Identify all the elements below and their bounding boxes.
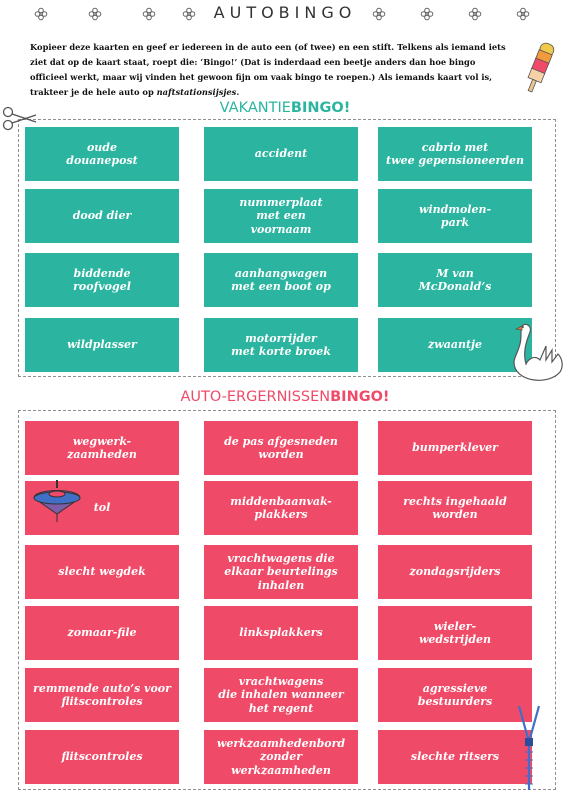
bingo-card[interactable]: wildplasser (25, 318, 179, 372)
bingo-card[interactable]: slecht wegdek (25, 545, 179, 599)
bingo-card[interactable]: agressieve bestuurders (378, 668, 532, 722)
bingo-card[interactable]: werkzaamhedenbord zonder werkzaamheden (204, 730, 358, 784)
spinning-top-icon (30, 478, 84, 528)
flower-icon (516, 6, 530, 20)
bingo-card[interactable]: rechts ingehaald worden (378, 481, 532, 535)
intro-text-end: . (236, 87, 240, 97)
bingo-card[interactable]: biddende roofvogel (25, 253, 179, 307)
bingo-card[interactable]: zomaar-file (25, 606, 179, 660)
flower-icon (420, 6, 434, 20)
intro-text (30, 40, 515, 100)
bingo-card[interactable]: windmolen- park (378, 189, 532, 243)
bingo-card[interactable]: vrachtwagens die inhalen wanneer het regent (204, 668, 358, 722)
bingo-card[interactable]: linksplakkers (204, 606, 358, 660)
intro-text-emphasis: naftstationsijsjes (156, 87, 237, 97)
flower-icon (372, 6, 386, 20)
bingo-card[interactable]: cabrio met twee gepensioneerden (378, 127, 532, 181)
popsicle-icon (520, 40, 558, 98)
zipper-icon (514, 702, 544, 796)
bingo-card[interactable]: vrachtwagens die elkaar beurtelings inhalen (204, 545, 358, 599)
ergernissen-title-suffix: BINGO! (330, 389, 390, 405)
vakantie-bingo-title (0, 100, 570, 116)
bingo-card[interactable]: tol (25, 481, 179, 535)
vakantie-title-prefix: VAKANTIE (219, 100, 291, 116)
bingo-card[interactable]: nummerplaat met een voornaam (204, 189, 358, 243)
bingo-card[interactable]: wegwerk- zaamheden (25, 421, 179, 475)
ergernissen-bingo-title (0, 389, 570, 405)
bingo-card[interactable]: M van McDonald’s (378, 253, 532, 307)
bingo-card[interactable]: oude douanepost (25, 127, 179, 181)
page-title: AUTOBINGO (213, 3, 357, 22)
bingo-card[interactable]: zondagsrijders (378, 545, 532, 599)
bingo-card[interactable]: aanhangwagen met een boot op (204, 253, 358, 307)
bingo-card[interactable]: motorrijder met korte broek (204, 318, 358, 372)
bingo-card[interactable]: zwaantje (378, 318, 532, 372)
bingo-card[interactable]: flitscontroles (25, 730, 179, 784)
bingo-card[interactable]: accident (204, 127, 358, 181)
vakantie-title-suffix: BINGO! (290, 100, 351, 116)
bingo-card[interactable]: slechte ritsers (378, 730, 532, 784)
intro-text-main: Kopieer deze kaarten en geef er iedereen in de auto een (of twee) en een stift. Telkens als iemand iets ziet dat op de kaart staat, roept die: ‘Bingo!’ (Dat is inderdaad een beetje anders dan hoe bingo officieel werkt, maar wij vinden het gewoon fijn om vaak bingo te roepen.) Als iemands kaart vol is, trakteer je de hele auto op (30, 42, 506, 97)
bingo-card[interactable]: de pas afgesneden worden (204, 421, 358, 475)
bingo-card[interactable]: dood dier (25, 189, 179, 243)
swan-icon (508, 320, 568, 394)
flower-icon (468, 6, 482, 20)
bingo-card[interactable]: middenbaanvak- plakkers (204, 481, 358, 535)
ergernissen-title-prefix: AUTO-ERGERNISSEN (180, 389, 331, 405)
bingo-card[interactable]: remmende auto’s voor flitscontroles (25, 668, 179, 722)
bingo-card[interactable]: bumperklever (378, 421, 532, 475)
bingo-card[interactable]: wieler- wedstrijden (378, 606, 532, 660)
